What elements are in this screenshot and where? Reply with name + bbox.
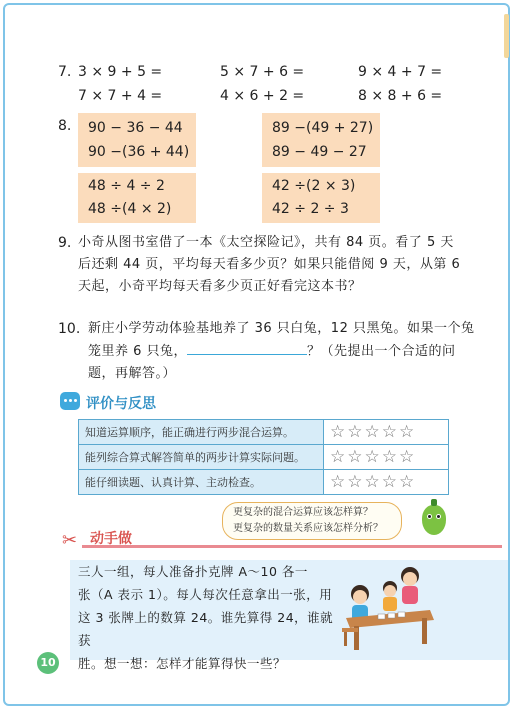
expression: 42 ÷(2 × 3)	[272, 178, 356, 194]
chat-icon	[60, 392, 80, 410]
expression: 4 × 6 + 2 =	[220, 88, 305, 104]
criterion-text: 能仔细读题、认真计算、主动检查。	[79, 470, 324, 495]
expression: 90 −(36 + 44)	[88, 144, 190, 160]
bubble-line: 更复杂的混合运算应该怎样算？	[233, 507, 373, 518]
table-row	[79, 445, 449, 470]
question-number: 7.	[58, 64, 72, 80]
expression-box	[262, 173, 380, 223]
star-rating[interactable]: ☆☆☆☆☆	[324, 445, 449, 470]
expression: 8 × 8 + 6 =	[358, 88, 443, 104]
expression: 7 × 7 + 4 =	[78, 88, 163, 104]
problem-line: 后还剩 44 页，平均每天看多少页？如果只能借阅 9 天，从第 6	[78, 257, 461, 272]
expression-box	[78, 113, 196, 167]
pepper-mascot-icon	[422, 505, 446, 535]
word-problem	[88, 318, 498, 385]
expression-box	[262, 113, 380, 167]
criterion-text: 能列综合算式解答简单的两步计算实际问题。	[79, 445, 324, 470]
question-number: 10.	[58, 321, 81, 337]
scissors-icon: ✂	[62, 530, 78, 551]
table-row	[79, 420, 449, 445]
expression: 5 × 7 + 6 =	[220, 64, 305, 80]
section-title: 评价与反思	[86, 396, 156, 412]
expression: 42 ÷ 2 ÷ 3	[272, 201, 349, 217]
problem-line: 天起，小奇平均每天看多少页正好看完这本书？	[78, 279, 362, 294]
activity-line: 这 3 张牌上的数算 24。谁先算得 24，谁就获	[78, 610, 334, 648]
answer-blank[interactable]	[187, 340, 307, 355]
expression-box	[78, 173, 196, 223]
children-playing-cards-illustration	[338, 562, 438, 654]
problem-line: 题，再解答。）	[88, 366, 177, 381]
expression: 48 ÷ 4 ÷ 2	[88, 178, 165, 194]
question-number: 8.	[58, 118, 72, 134]
page-tab	[504, 14, 509, 58]
expression: 3 × 9 + 5 =	[78, 64, 163, 80]
table-row	[79, 470, 449, 495]
problem-line	[88, 340, 498, 363]
page-number: 10	[37, 652, 59, 674]
problem-text: 笼里养 6 只兔，	[88, 344, 188, 359]
bubble-line: 更复杂的数量关系应该怎样分析？	[233, 523, 383, 534]
expression: 89 −(49 + 27)	[272, 120, 374, 136]
problem-text: ？（先提出一个合适的问	[307, 344, 456, 359]
activity-line: 胜。想一想：怎样才能算得快一些？	[78, 656, 287, 671]
evaluation-table	[78, 419, 449, 495]
expression: 90 − 36 − 44	[88, 120, 183, 136]
expression: 9 × 4 + 7 =	[358, 64, 443, 80]
star-rating[interactable]: ☆☆☆☆☆	[324, 420, 449, 445]
expression: 89 − 49 − 27	[272, 144, 367, 160]
activity-text	[78, 560, 346, 675]
problem-line: 新庄小学劳动体验基地养了 36 只白兔，12 只黑兔。如果一个兔	[88, 321, 475, 336]
speech-bubble	[222, 502, 402, 540]
section-title: 动手做	[90, 531, 132, 547]
criterion-text: 知道运算顺序，能正确进行两步混合运算。	[79, 420, 324, 445]
activity-line: 三人一组，每人准备扑克牌 A～10 各一	[78, 564, 308, 579]
section-divider	[82, 545, 502, 548]
activity-line: 张（A 表示 1）。每人每次任意拿出一张，用	[78, 587, 333, 602]
activity-box	[70, 560, 508, 671]
problem-line: 小奇从图书室借了一本《太空探险记》，共有 84 页。看了 5 天	[78, 235, 454, 250]
star-rating[interactable]: ☆☆☆☆☆	[324, 470, 449, 495]
question-number: 9.	[58, 235, 72, 251]
expression: 48 ÷(4 × 2)	[88, 201, 172, 217]
word-problem	[78, 232, 488, 298]
